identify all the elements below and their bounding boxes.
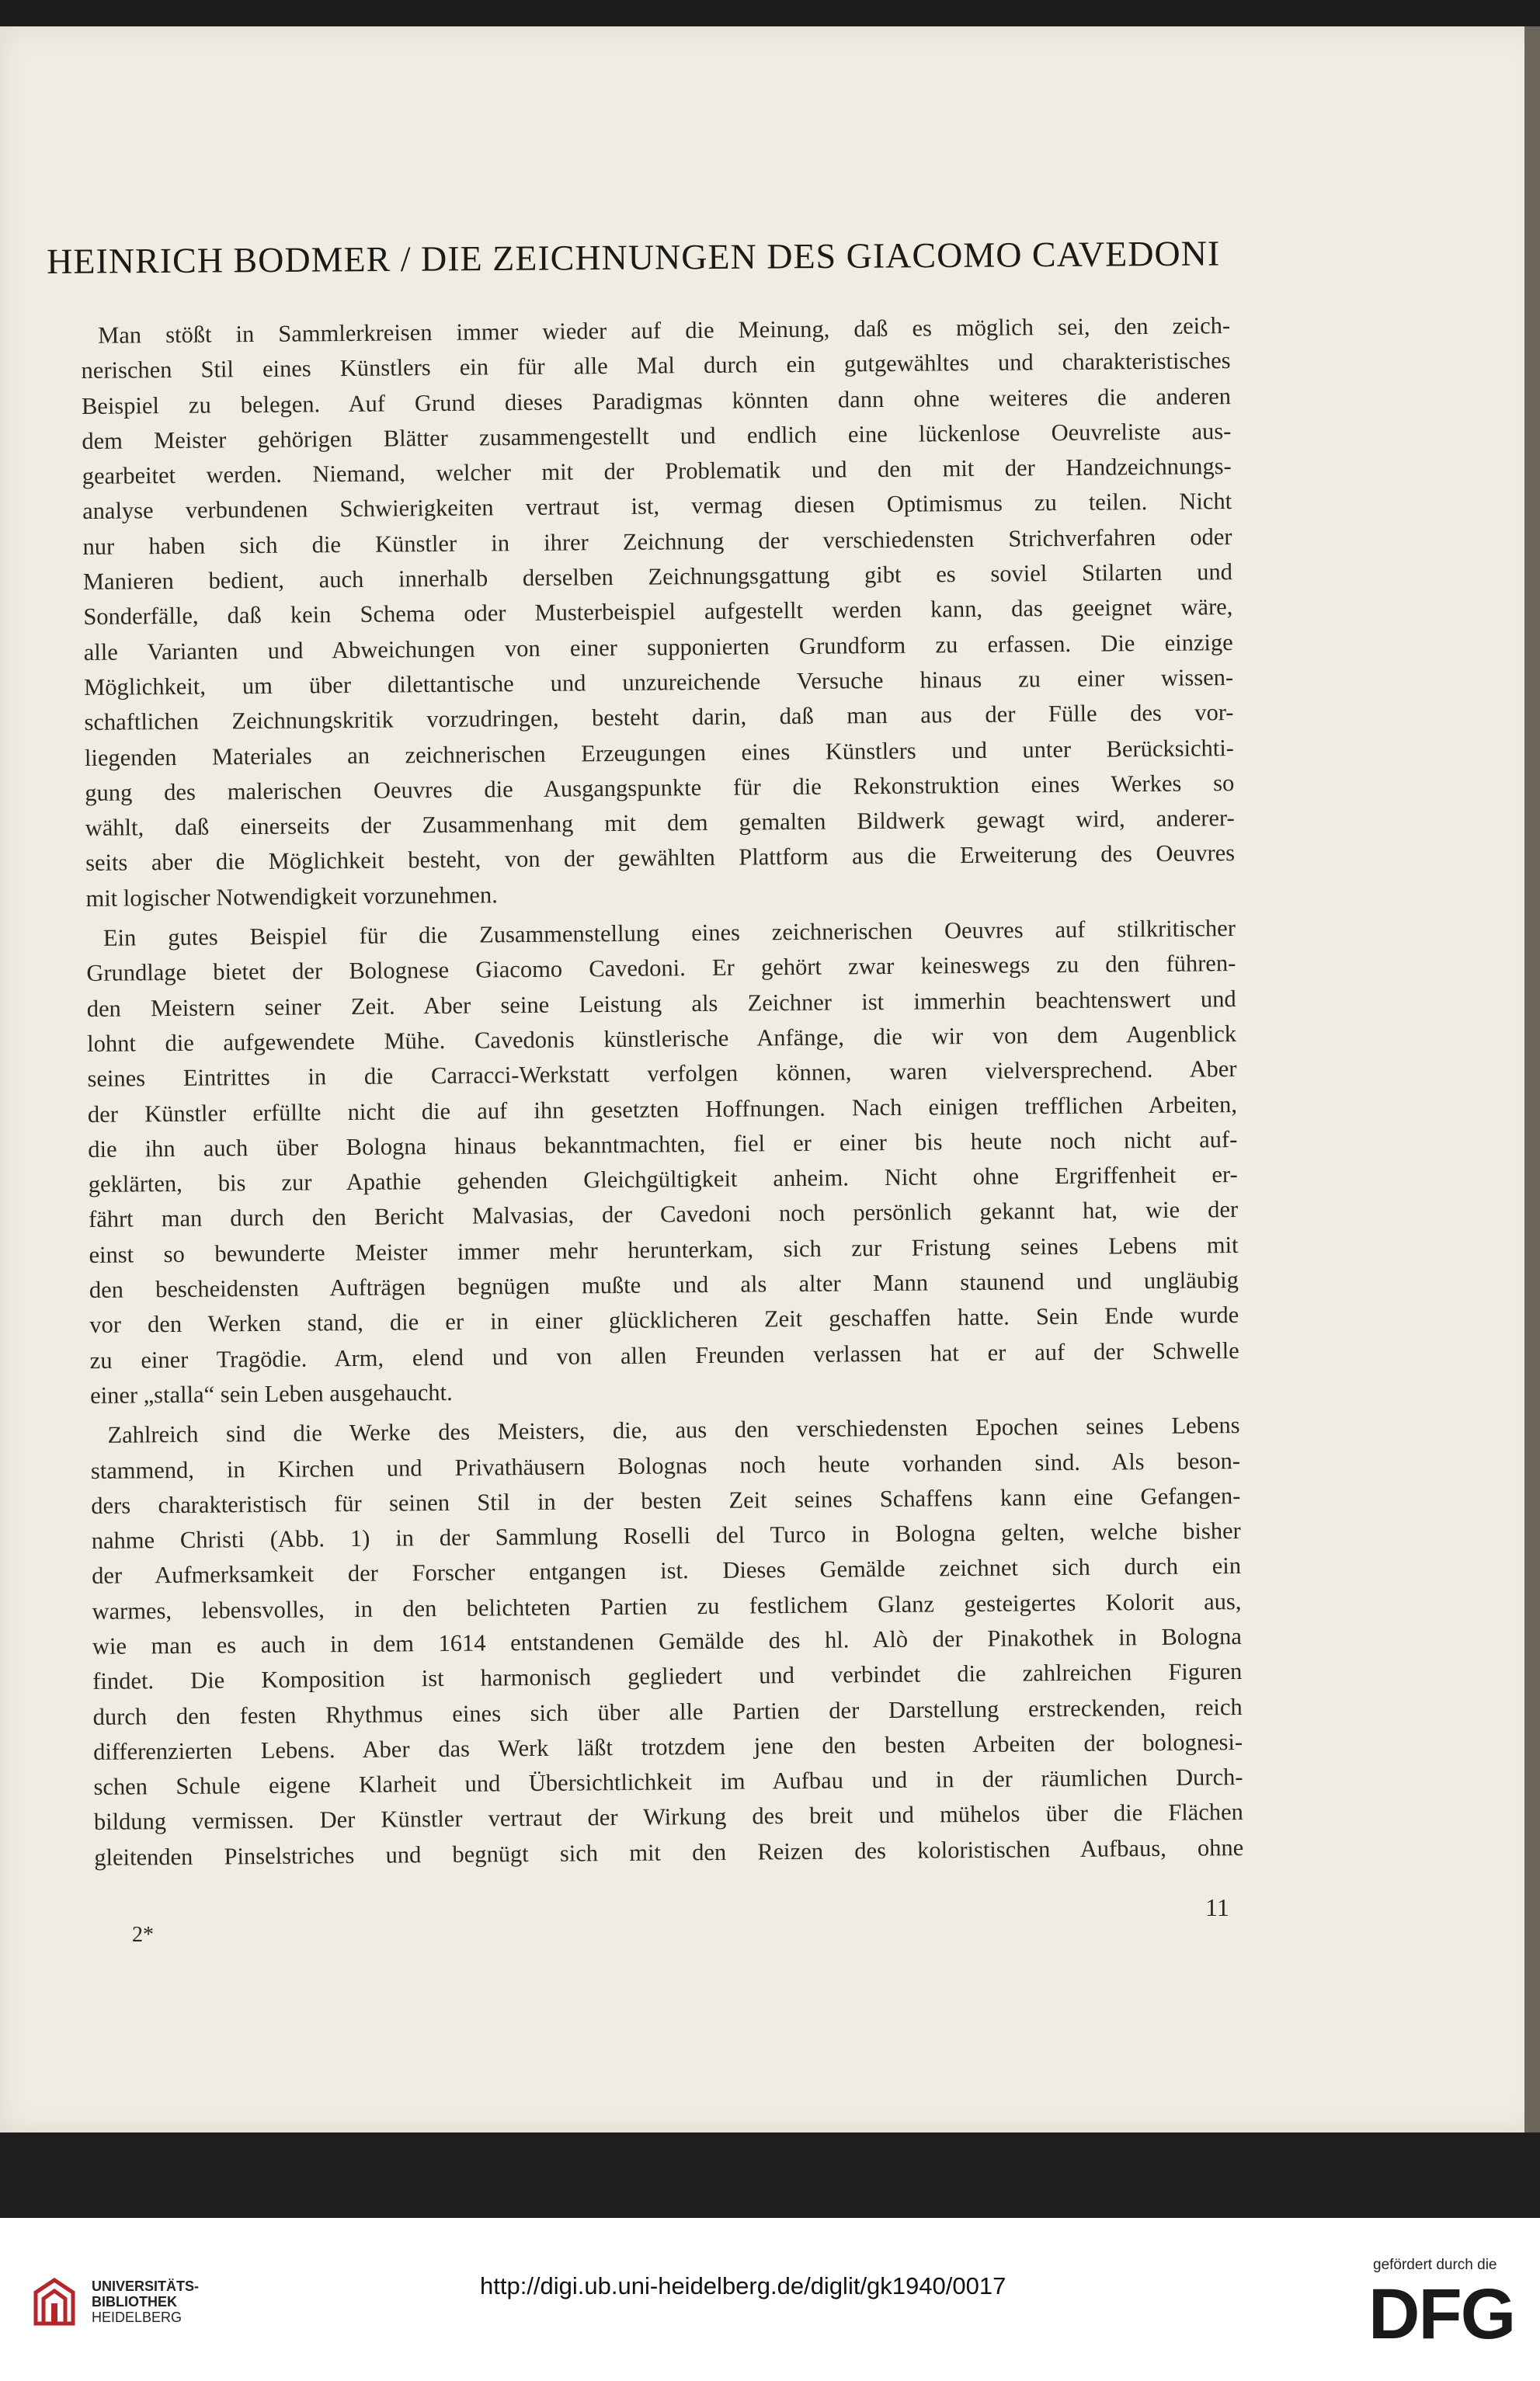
university-library-name[interactable] <box>92 2278 199 2325</box>
text-line: seines Eintrittes in die Carracci-Werkstatt verfolgen können, waren vielversprechend. Aber <box>87 1055 1237 1093</box>
library-name-line: BIBLIOTHEK <box>92 2294 177 2310</box>
text-line: schen Schule eigene Klarheit und Übersichtlichkeit im Aufbau und in der räumlichen Durch- <box>93 1764 1243 1801</box>
text-line: dem Meister gehörigen Blätter zusammengestellt und endlich eine lückenlose Oeuvreliste aus- <box>82 417 1232 454</box>
text-line: lohnt die aufgewendete Mühe. Cavedonis künstlerische Anfänge, die wir von dem Augenblick <box>87 1020 1237 1057</box>
text-line: gleitenden Pinselstriches und begnügt sich mit den Reizen des koloristischen Aufbaus, ohne <box>94 1834 1244 1871</box>
text-line: nur haben sich die Künstler in ihrer Zeichnung der verschiedensten Strichverfahren oder <box>82 523 1232 560</box>
text-line: ders charakteristisch für seinen Stil in der besten Zeit seines Schaffens kann eine Gefangen- <box>91 1482 1241 1519</box>
text-line: die ihn auch über Bologna hinaus bekanntmachten, fiel er einer bis heute noch nicht auf- <box>88 1125 1238 1163</box>
text-line: seits aber die Möglichkeit besteht, von der gewählten Plattform aus die Erweiterung des Oeuvres <box>85 839 1236 877</box>
scan-border-bottom <box>0 2132 1540 2218</box>
text-line: wählt, daß einerseits der Zusammenhang mit dem gemalten Bildwerk gewagt wird, anderer- <box>85 805 1235 842</box>
paragraph-3 <box>90 1408 1243 1875</box>
text-line: der Künstler erfüllte nicht die auf ihn gesetzten Hoffnungen. Nach einigen trefflichen Arbeiten, <box>87 1090 1238 1128</box>
university-library-logo-icon[interactable] <box>31 2277 78 2328</box>
text-line: differenzierten Lebens. Aber das Werk läßt trotzdem jene den besten Arbeiten der bolognesi- <box>92 1728 1243 1765</box>
text-line: warmes, lebensvolles, in den belichteten Partien zu festlichem Glanz gesteigertes Kolorit aus, <box>92 1587 1242 1625</box>
text-line: wie man es auch in dem 1614 entstandenen Gemälde des hl. Alò der Pinakothek in Bologna <box>92 1623 1243 1660</box>
text-line: findet. Die Komposition ist harmonisch gegliedert und verbindet die zahlreichen Figuren <box>92 1658 1243 1695</box>
text-line: Sonderfälle, daß kein Schema oder Musterbeispiel aufgestellt werden kann, das geeignet wäre, <box>83 593 1233 631</box>
library-name-line: HEIDELBERG <box>92 2310 183 2325</box>
text-line: alle Varianten und Abweichungen von einer supponierten Grundform zu erfassen. Die einzige <box>83 628 1233 666</box>
text-line: schaftlichen Zeichnungskritik vorzudringen, besteht darin, daß man aus der Fülle des vor- <box>84 699 1234 736</box>
scan-border-right <box>1524 26 1540 2132</box>
text-line: einst so bewunderte Meister immer mehr herunterkam, sich zur Fristung seines Lebens mit <box>89 1231 1239 1268</box>
text-line: mit logischer Notwendigkeit vorzunehmen. <box>85 881 498 912</box>
text-line: Manieren bedient, auch innerhalb derselben Zeichnungsgattung gibt es soviel Stilarten und <box>82 558 1233 596</box>
text-line: zu einer Tragödie. Arm, elend und von allen Freunden verlassen hat er auf der Schwelle <box>89 1336 1239 1374</box>
text-line: Ein gutes Beispiel für die Zusammenstellung eines zeichnerischen Oeuvres auf stilkritischer <box>103 915 1236 951</box>
paragraph-2 <box>86 911 1239 1413</box>
text-line: fährt man durch den Bericht Malvasias, der Cavedoni noch persönlich gekannt hat, wie der <box>88 1196 1239 1233</box>
library-name-line: UNIVERSITÄTS- <box>92 2278 200 2294</box>
sheet-signature-mark: 2* <box>132 1923 154 1947</box>
text-line: stammend, in Kirchen und Privathäusern Bolognas noch heute vorhanden sind. Als beson- <box>90 1447 1241 1484</box>
text-line: nahme Christi (Abb. 1) in der Sammlung Roselli del Turco in Bologna gelten, welche bisher <box>91 1517 1241 1555</box>
text-line: Zahlreich sind die Werke des Meisters, die, aus den verschiedensten Epochen seines Lebens <box>107 1412 1240 1448</box>
text-line: liegenden Materiales an zeichnerischen Erzeugungen eines Künstlers und unter Berücksichti- <box>84 734 1235 771</box>
page-number: 11 <box>1205 1893 1229 1921</box>
text-line: bildung vermissen. Der Künstler vertraut der Wirkung des breit und mühelos über die Flächen <box>93 1799 1243 1836</box>
text-line: den Meistern seiner Zeit. Aber seine Leistung als Zeichner ist immerhin beachtenswert und <box>86 985 1236 1022</box>
article-body <box>81 308 1243 1880</box>
text-line: geklärten, bis zur Apathie gehenden Gleichgültigkeit anheim. Nicht ohne Ergriffenheit er- <box>88 1161 1238 1198</box>
text-line: durch den festen Rhythmus eines sich über alle Partien der Darstellung erstreckenden, reich <box>92 1693 1243 1730</box>
text-line: den bescheidensten Aufträgen begnügen mußte und als alter Mann staunend und ungläubig <box>89 1267 1239 1303</box>
text-line: Man stößt in Sammlerkreisen immer wieder auf die Meinung, daß es möglich sei, den zeich- <box>98 312 1231 349</box>
text-line: der Aufmerksamkeit der Forscher entgangen ist. Dieses Gemälde zeichnet sich durch ein <box>91 1552 1242 1590</box>
text-line: gearbeitet werden. Niemand, welcher mit der Problematik und den mit der Handzeichnungs- <box>82 453 1232 490</box>
text-line: vor den Werken stand, die er in einer glücklicheren Zeit geschaffen hatte. Sein Ende wurde <box>89 1302 1239 1339</box>
text-line: einer „stalla“ sein Leben ausgehaucht. <box>89 1378 453 1409</box>
text-line: Grundlage bietet der Bolognese Giacomo Cavedoni. Er gehört zwar keineswegs zu den führen- <box>86 950 1236 987</box>
text-line: gung des malerischen Oeuvres die Ausgangspunkte für die Rekonstruktion eines Werkes so <box>85 769 1235 806</box>
permalink-url[interactable]: http://digi.ub.uni-heidelberg.de/diglit/gk1940/0017 <box>480 2272 1006 2299</box>
text-line: analyse verbundenen Schwierigkeiten vertraut ist, vermag diesen Optimismus zu teilen. Nicht <box>82 488 1232 525</box>
text-line: Möglichkeit, um über dilettantische und unzureichende Versuche hinaus zu einer wissen- <box>83 664 1234 700</box>
text-line: nerischen Stil eines Künstlers ein für alle Mal durch ein gutgewähltes und charakteristisches <box>81 347 1231 384</box>
dfg-logo[interactable]: DFG <box>1368 2275 1515 2354</box>
sponsor-caption: gefördert durch die <box>1373 2257 1497 2273</box>
text-line: Beispiel zu belegen. Auf Grund dieses Paradigmas könnten dann ohne weiteres die anderen <box>81 382 1232 419</box>
scan-border-top <box>0 0 1540 26</box>
paragraph-1 <box>81 308 1236 916</box>
article-heading: HEINRICH BODMER / DIE ZEICHNUNGEN DES GIACOMO CAVEDONI <box>47 233 1221 281</box>
